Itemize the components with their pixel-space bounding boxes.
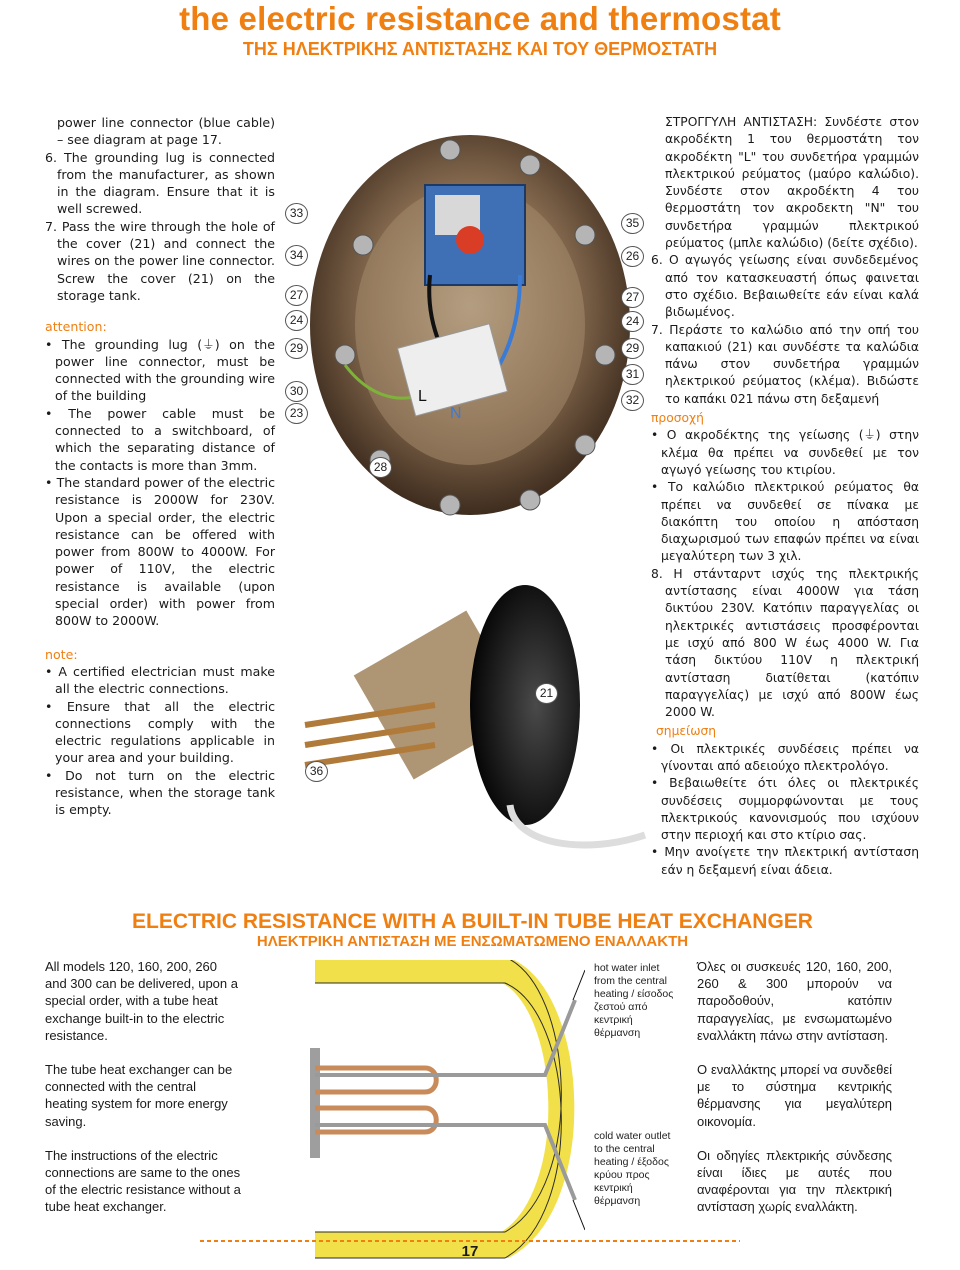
- right-column: [651, 114, 919, 879]
- right-paragraph-0: ΣΤΡΟΓΓΥΛΗ ΑΝΤΙΣΤΑΣΗ: Συνδέστε στον ακροδέκτη 1 του θερμοστάτη τον ακροδέκτη "L" του συνδετήρα γραμμών πλεκτρικού ρεύματος (μαύρο καλώδιο). Συνδέστε στον ακροδέκτη 4 του θερμοστάτη τον ακροδεκτη "N" του συνδετήρα γραμμών πλεκτρικού ρεύματος (μπλε καλώδιο) (δείτε σχέδιο).: [665, 115, 919, 251]
- callout-35: 35: [621, 213, 644, 234]
- callout-33: 33: [285, 203, 308, 224]
- section2-left-paragraph: The instructions of the electric connections are same to the ones of the electric resistance without a tube heat exchanger.: [45, 1147, 241, 1215]
- callout-27: 27: [285, 285, 308, 306]
- section2-right-column: [697, 958, 892, 1233]
- section2-right-paragraph: Οι οδηγίες πλεκτρικής σύνδεσης είναι ίδιες με αυτές που αναφέρονται για την πλεκτρική αντίσταση χωρίς εναλλάκτη.: [697, 1147, 892, 1215]
- right-note-item: • Μην ανοίγετε την πλεκτρική αντίσταση εάν η δεξαμενή είναι άδεια.: [651, 845, 919, 877]
- right-attention-item: • Ο ακροδέκτης της γείωσης (⏚) στην κλέμα θα πρέπει να συνδεθεί με τον αγωγό γείωσης του κτιρίου.: [651, 428, 919, 477]
- callout-34: 34: [285, 245, 308, 266]
- hot-water-inlet-label: hot water inlet from the central heating / είσοδος ζεστού από κεντρική θέρμανση: [594, 962, 674, 1039]
- page-title: the electric resistance and thermostat: [179, 0, 781, 37]
- section2-right-paragraph: Όλες οι συσκευές 120, 160, 200, 260 & 300 μπορούν να παροδοθούν, κατόπιν παραγγελίας, με ενσωματωμένο εναλλάκτη πάνω στην αντίσταση.: [697, 959, 892, 1043]
- section2-right-paragraph: Ο εναλλάκτης μπορεί να συνδεθεί με το σύστημα κεντρικής θέρμανσης για μεγαλύτερη οικονομία.: [697, 1062, 892, 1129]
- callout-29: 29: [621, 338, 644, 359]
- callout-27: 27: [621, 287, 644, 308]
- callout-21: 21: [535, 683, 558, 704]
- left-note-item: • Do not turn on the electric resistance, when the storage tank is empty.: [45, 767, 275, 818]
- left-attention-item: • The grounding lug (⏚) on the power line connector, must be connected with the grounding wire of the building: [45, 336, 275, 404]
- callout-36: 36: [305, 761, 328, 782]
- thermostat-photo: [285, 105, 655, 895]
- callout-26: 26: [621, 246, 644, 267]
- right-note-title: σημείωση: [656, 724, 717, 739]
- right-step-7: 7. Περάστε το καλώδιο από την οπή του καπακιού (21) και συνδέστε τα καλώδια πάνω στον συνδετήρα γραμμών ηλεκτρικού ρεύματος (κλέμα). Βιδώστε το καπάκι 021 πάνω στη δεξαμενή: [651, 322, 919, 406]
- footer-divider: [200, 1240, 740, 1242]
- section2-left-column: [45, 958, 241, 1233]
- right-attention-item: • Το καλώδιο πλεκτρικού ρεύματος θα πρέπει να συνδεθεί σε πίνακα με διακόπτη του οποίου η απόσταση διαχωρισμού των επαφών πρέπει να είναι μεγαλύτερη των 3 χιλ.: [651, 480, 919, 564]
- left-note-title: note:: [45, 646, 78, 662]
- section2-left-paragraph: The tube heat exchanger can be connected with the central heating system for more energy saving.: [45, 1062, 233, 1129]
- thermostat-assembly-illustration: [285, 105, 655, 895]
- right-attention-title: προσοχή: [651, 411, 704, 426]
- callout-31: 31: [621, 364, 644, 385]
- left-attention-item: • The standard power of the electric resistance is 2000W for 230V. Upon a special order, the electric resistance can be offered with power from 800W to 4000W. For power of 110V, the electric resistance is available (upon special order) with power from 800W to 2000W.: [45, 474, 275, 629]
- callout-30: 30: [285, 381, 308, 402]
- section-title: ELECTRIC RESISTANCE WITH A BUILT-IN TUBE HEAT EXCHANGER: [132, 910, 813, 933]
- left-paragraph-0: power line connector (blue cable) – see diagram at page 17.: [57, 115, 275, 148]
- callout-23: 23: [285, 403, 308, 424]
- wire-label-N: N: [450, 405, 462, 422]
- left-step-6: 6. The grounding lug is connected from the manufacturer, as shown in the diagram. Ensure that it is well screwed.: [45, 149, 275, 217]
- left-attention-item: • The power cable must be connected to a switchboard, of which the separating distance of the contacts is more than 3mm.: [45, 405, 275, 473]
- cold-water-outlet-label: cold water outlet to the central heating / έξοδος κρύου προς κεντρική θέρμανση: [594, 1130, 671, 1207]
- left-note-item: • Ensure that all the electric connections comply with the electric regulations applicable in your area and your building.: [45, 698, 275, 766]
- page-number: 17: [461, 1243, 479, 1260]
- left-column: [45, 114, 275, 819]
- heat-exchanger-illustration: [255, 960, 585, 1260]
- callout-24: 24: [285, 310, 308, 331]
- left-note-item: • A certified electrician must make all the electric connections.: [45, 663, 275, 697]
- callout-28: 28: [369, 457, 392, 478]
- callout-29: 29: [285, 338, 308, 359]
- section2-left-paragraph: All models 120, 160, 200, 260 and 300 can be delivered, upon a special order, with a tube heat exchange built-in to the electric resistance.: [45, 959, 238, 1043]
- callout-32: 32: [621, 390, 644, 411]
- left-attention-title: attention:: [45, 319, 107, 335]
- right-step-8: 8. Η στάνταρντ ισχύς της πλεκτρικής αντίστασης είναι 4000W για τάση δικτύου 230V. Κατόπιν παραγγελίας οι ηλεκτρικές αντιστάσεις προσφέρονται με ισχύ από 800 W έως 4000 W. Για τάση δικτύου 110V η πλεκτρική αντίσταση διατίθεται (κατόπιν παραγγελίας) με ισχύ από 800W έως 2000 W.: [651, 566, 919, 720]
- wire-label-L: L: [418, 388, 427, 405]
- section-subtitle: ΗΛΕΚΤΡΙΚΗ ΑΝΤΙΣΤΑΣΗ ΜΕ ΕΝΣΩΜΑΤΩΜΕΝΟ ΕΝΑΛΛΑΚΤΗ: [256, 933, 689, 950]
- right-step-6: 6. Ο αγωγός γείωσης είναι συνδεδεμένος από τον κατασκευαστή όπως φαινεται στο σχέδιο. Βεβαιωθείτε εάν είναι καλά βιδωμένος.: [651, 253, 919, 320]
- page-subtitle: ΤΗΣ ΗΛΕΚΤΡΙΚΗΣ ΑΝΤΙΣΤΑΣΗΣ ΚΑΙ ΤΟΥ ΘΕΡΜΟΣΤΑΤΗ: [242, 39, 718, 59]
- right-note-item: • Οι πλεκτρικές συνδέσεις πρέπει να γίνονται από αδειούχο πλεκτρολόγο.: [651, 741, 919, 773]
- heat-exchanger-diagram: [255, 960, 585, 1260]
- right-note-item: • Βεβαιωθείτε ότι όλες οι πλεκτρικές συνδέσεις συμμορφώνονται με τους πλεκτρικούς κανονισμούς που ισχύουν στην περιοχή και στο κτίριο σας.: [651, 776, 919, 843]
- callout-24: 24: [621, 311, 644, 332]
- left-step-7: 7. Pass the wire through the hole of the cover (21) and connect the wires on the power line connector. Screw the cover (21) on the storage tank.: [45, 218, 275, 303]
